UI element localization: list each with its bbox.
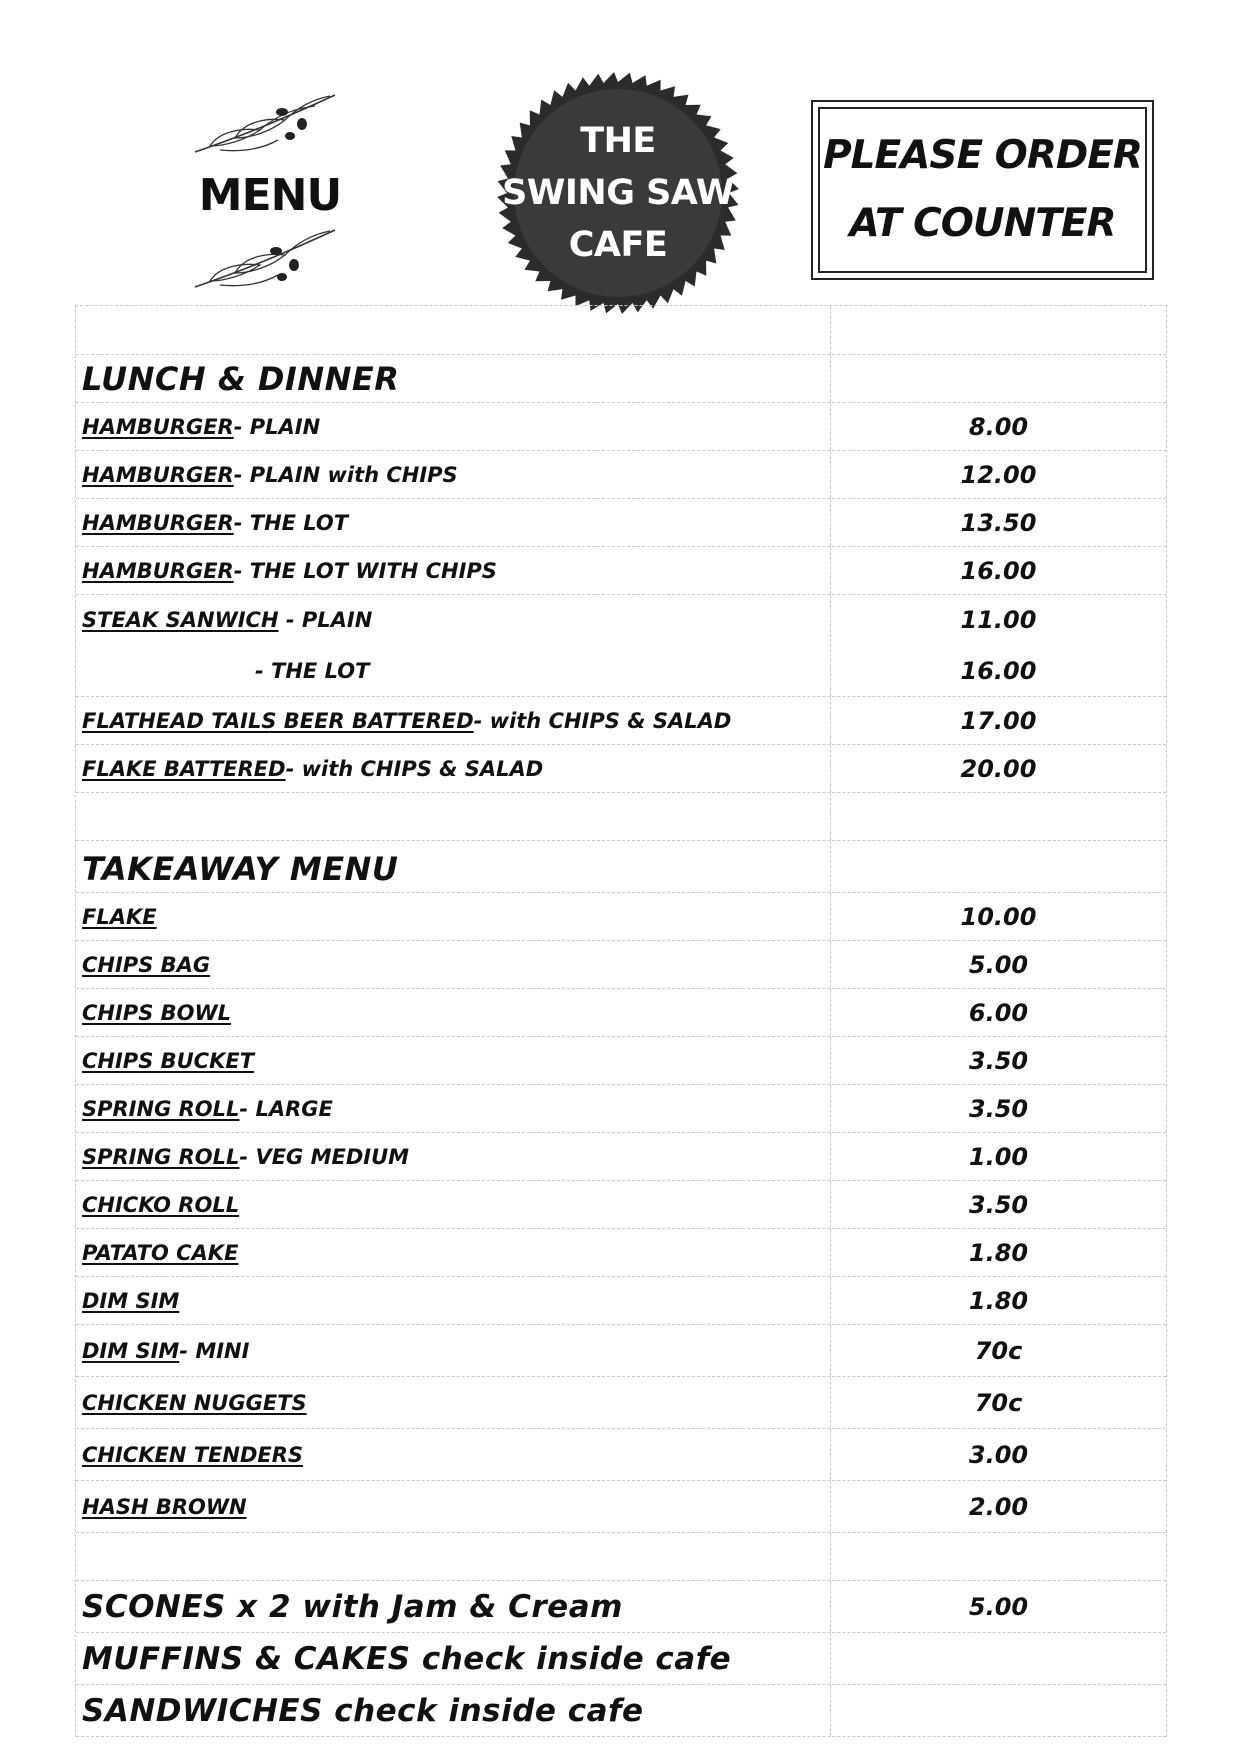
item-name: HAMBURGER <box>82 414 234 439</box>
extra-row <box>76 1581 1166 1633</box>
notice-line: PLEASE ORDER <box>823 133 1142 178</box>
menu-item-row <box>76 1325 1166 1377</box>
item-price: 12.00 <box>960 460 1037 489</box>
item-name: DIM SIM <box>82 1288 180 1313</box>
extra-row <box>76 1633 1166 1685</box>
notice-line: AT COUNTER <box>849 201 1116 246</box>
table-row <box>76 306 1166 355</box>
item-name: HAMBURGER <box>82 558 234 583</box>
item-name: FLATHEAD TAILS BEER BATTERED <box>82 708 474 733</box>
menu-item-row <box>76 941 1166 989</box>
item-desc: - VEG MEDIUM <box>239 1144 410 1169</box>
section-row-takeaway <box>76 841 1166 893</box>
item-price: 5.00 <box>968 950 1029 979</box>
cafe-logo <box>495 70 741 316</box>
extra-text: SANDWICHES check inside cafe <box>82 1692 644 1729</box>
item-name: HAMBURGER <box>82 510 234 535</box>
menu-item-row <box>76 547 1166 595</box>
order-notice-box <box>811 100 1154 280</box>
item-name: FLAKE BATTERED <box>82 756 286 781</box>
item-price: 17.00 <box>960 706 1037 735</box>
item-desc: - PLAIN <box>278 608 373 633</box>
section-heading: LUNCH & DINNER <box>82 360 400 398</box>
item-price: 3.50 <box>968 1046 1029 1075</box>
item-price: 70c <box>974 1336 1023 1365</box>
extra-text: SCONES x 2 with Jam & Cream <box>82 1588 623 1625</box>
item-desc: - PLAIN with CHIPS <box>233 462 458 487</box>
menu-item-row <box>76 499 1166 547</box>
item-name: CHIPS BOWL <box>82 1000 232 1025</box>
item-name: DIM SIM <box>82 1338 180 1363</box>
section-heading: TAKEAWAY MENU <box>82 850 399 888</box>
item-desc: - LARGE <box>239 1096 333 1121</box>
menu-item-row <box>76 697 1166 745</box>
menu-item-row <box>76 893 1166 941</box>
menu-table <box>75 305 1167 1737</box>
item-desc: - with CHIPS & SALAD <box>285 756 544 781</box>
item-price: 13.50 <box>960 508 1037 537</box>
menu-item-row <box>76 1377 1166 1429</box>
menu-item-row <box>76 1037 1166 1085</box>
menu-item-row <box>76 1085 1166 1133</box>
item-name: SPRING ROLL <box>82 1096 240 1121</box>
olive-sprig-icon <box>190 225 340 295</box>
logo-line: THE <box>580 121 656 161</box>
item-price: 3.00 <box>968 1440 1029 1469</box>
menu-item-row <box>76 989 1166 1037</box>
item-price: 11.00 <box>960 606 1037 635</box>
item-price: 1.00 <box>968 1142 1029 1171</box>
item-price: 5.00 <box>968 1592 1029 1621</box>
item-price: 16.00 <box>960 556 1037 585</box>
item-price: 3.50 <box>968 1094 1029 1123</box>
extra-text: MUFFINS & CAKES check inside cafe <box>82 1640 732 1677</box>
item-name: CHIPS BUCKET <box>82 1048 255 1073</box>
menu-item-row <box>76 1133 1166 1181</box>
item-desc: - with CHIPS & SALAD <box>473 708 732 733</box>
item-name: PATATO CAKE <box>82 1240 239 1265</box>
item-name: CHICKO ROLL <box>82 1192 240 1217</box>
item-price: 70c <box>974 1388 1023 1417</box>
menu-item-row <box>76 1481 1166 1533</box>
olive-sprig-icon <box>190 90 340 160</box>
menu-item-row <box>76 1277 1166 1325</box>
item-desc: - MINI <box>179 1338 250 1363</box>
logo-line: SWING SAW <box>502 173 734 213</box>
menu-label: MENU <box>198 170 342 221</box>
item-price <box>831 1633 1166 1684</box>
item-name: HAMBURGER <box>82 462 234 487</box>
item-price: 1.80 <box>968 1238 1029 1267</box>
menu-item-row <box>76 1229 1166 1277</box>
menu-item-row <box>76 1181 1166 1229</box>
item-desc: - PLAIN <box>233 414 321 439</box>
item-desc: - THE LOT WITH CHIPS <box>233 558 497 583</box>
item-price: 6.00 <box>968 998 1029 1027</box>
item-name: CHICKEN TENDERS <box>82 1442 304 1467</box>
item-price: 10.00 <box>960 902 1037 931</box>
menu-item-row <box>76 403 1166 451</box>
section-row-lunch <box>76 355 1166 403</box>
table-row <box>76 1533 1166 1581</box>
item-price: 20.00 <box>960 754 1037 783</box>
menu-item-row <box>76 595 1166 697</box>
item-name: SPRING ROLL <box>82 1144 240 1169</box>
item-price: 16.00 <box>960 656 1037 685</box>
item-price: 3.50 <box>968 1190 1029 1219</box>
item-desc: - THE LOT <box>233 510 349 535</box>
menu-item-row <box>76 745 1166 793</box>
menu-item-row <box>76 451 1166 499</box>
item-name: CHICKEN NUGGETS <box>82 1390 307 1415</box>
item-name: STEAK SANWICH <box>82 608 279 633</box>
logo-line: CAFE <box>568 225 668 265</box>
item-price: 2.00 <box>968 1492 1029 1521</box>
item-name: CHIPS BAG <box>82 952 211 977</box>
item-desc: - THE LOT <box>255 658 370 683</box>
item-price: 1.80 <box>968 1286 1029 1315</box>
item-price: 8.00 <box>968 412 1029 441</box>
item-price <box>831 1685 1166 1736</box>
menu-item-row <box>76 1429 1166 1481</box>
extra-row <box>76 1685 1166 1737</box>
table-row <box>76 793 1166 841</box>
item-name: HASH BROWN <box>82 1494 247 1519</box>
item-name: FLAKE <box>82 904 157 929</box>
